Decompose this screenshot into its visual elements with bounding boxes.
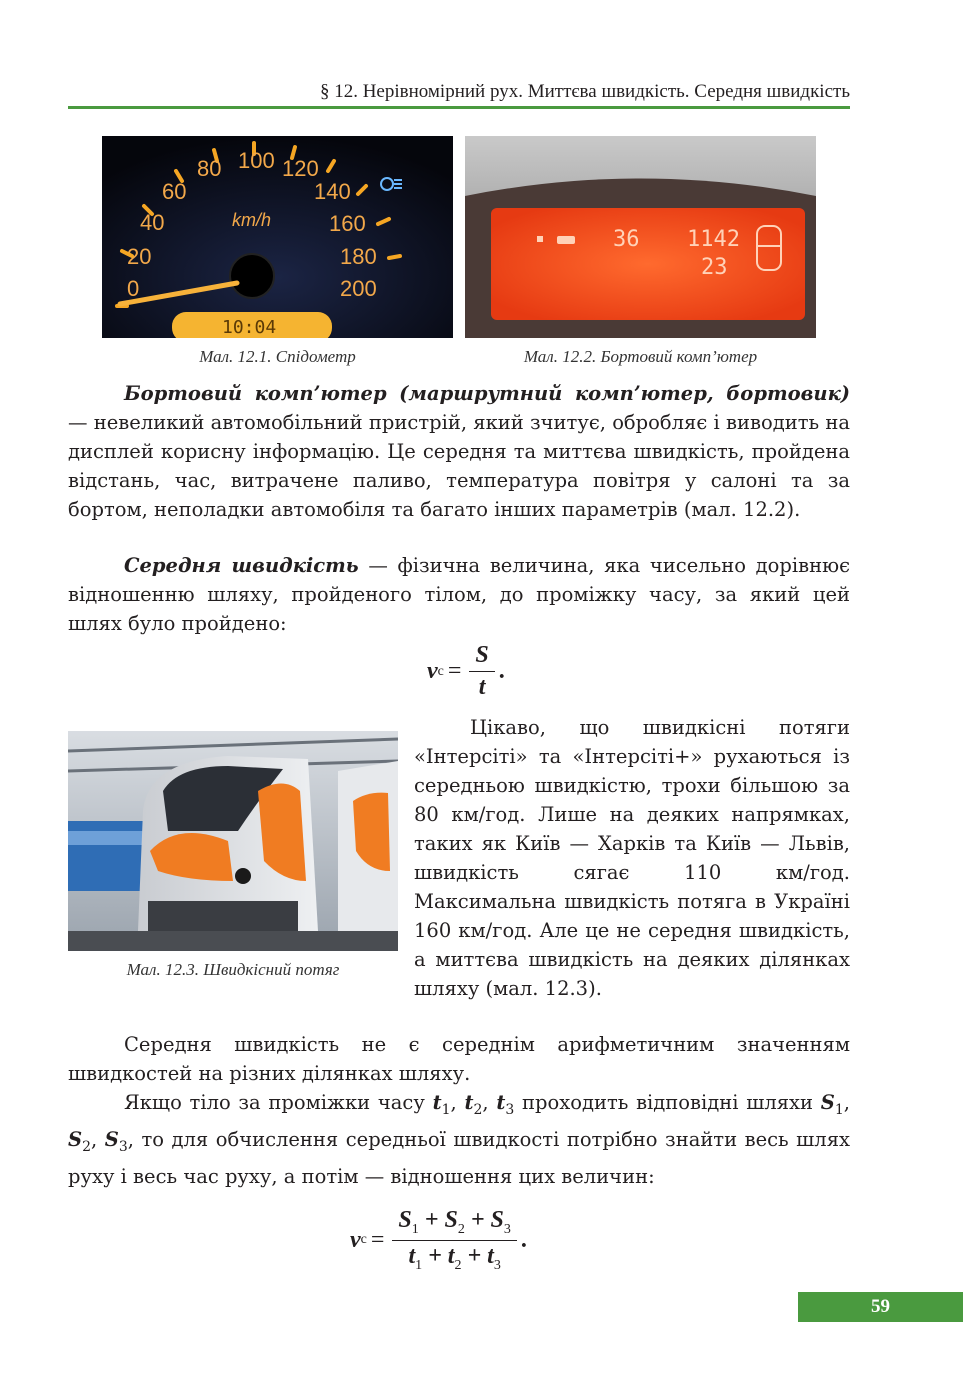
speed-mark-200: 200 bbox=[340, 276, 377, 301]
page-header bbox=[68, 80, 850, 109]
speed-mark-0: 0 bbox=[127, 276, 140, 301]
header-title: § 12. Нерівномірний рух. Миттєва швидкість. Середня швидкість bbox=[319, 81, 850, 102]
para2-text: — фізична величина, яка чисельно дорівнює відношенню шляху, пройденого тілом, до проміжку часу, за який цей шлях було пройдено: bbox=[68, 554, 850, 635]
speed-mark-100: 100 bbox=[238, 148, 275, 173]
paragraph-not-arithmetic-mean bbox=[68, 1030, 850, 1088]
speedometer-image bbox=[102, 136, 453, 338]
speed-mark-60: 60 bbox=[162, 179, 187, 204]
formula2-lhs: v bbox=[350, 1226, 361, 1253]
speed-mark-120: 120 bbox=[282, 156, 319, 181]
page-number: 59 bbox=[798, 1292, 963, 1322]
onboard-computer-image bbox=[465, 136, 816, 338]
caption-fig-12-3: Мал. 12.3. Швидкісний потяг bbox=[126, 960, 340, 979]
speed-unit: km/h bbox=[232, 210, 272, 230]
term-average-speed: Середня швидкість bbox=[124, 554, 359, 577]
formula1-denominator: t bbox=[478, 674, 486, 700]
paragraph-segments: Якщо тіло за проміжки часу $t_1$, $t_2$, $t_3$ проходить відповідні шляхи $S_1$, $S_2$, $S_3$, то для обчислення середньої швидкості потрібно знайти весь шлях руху і весь час руху, а потім — відношення цих величин: bbox=[68, 1091, 850, 1188]
para5-part-a: Якщо тіло за проміжки часу bbox=[124, 1091, 433, 1114]
formula2-numerator: $S_1 + S_2 + S_3$ bbox=[392, 1207, 516, 1241]
formula1-numerator: S bbox=[469, 642, 494, 672]
speed-mark-160: 160 bbox=[329, 211, 366, 236]
train-graphic bbox=[68, 731, 398, 951]
caption-fig-12-1: Мал. 12.1. Спідометр bbox=[199, 347, 356, 366]
formula-average-speed: v c = $\frac{S}{t}$ . bbox=[427, 642, 505, 700]
para5-part-c: , то для обчислення середньої швидкості потрібно знайти весь шлях руху і весь час руху, а потім — відношення цих величин: bbox=[68, 1127, 850, 1188]
train-image bbox=[68, 731, 398, 951]
para1-text: — невеликий автомобільний пристрій, який зчитує, обробляє і виводить на дисплей корисну інформацію. Це середня та миттєва швидкість, пройдена відстань, час, витрачене паливо, температура повітря у салоні та за бортом, неполадки автомобіля та багато інших параметрів (мал. 12.2). bbox=[68, 411, 850, 521]
onboard-computer-graphic bbox=[465, 136, 816, 338]
lcd-distance: 1142 bbox=[687, 227, 740, 252]
lcd-temperature: 23 bbox=[701, 255, 728, 280]
speed-mark-140: 140 bbox=[314, 179, 351, 204]
paragraph-onboard-computer bbox=[68, 379, 850, 524]
speed-mark-20: 20 bbox=[127, 244, 152, 269]
clock-display: 10:04 bbox=[222, 317, 277, 338]
para5-part-b: проходить відповідні шляхи bbox=[514, 1091, 821, 1114]
speed-mark-40: 40 bbox=[140, 210, 165, 235]
caption-fig-12-2: Мал. 12.2. Бортовий комп’ютер bbox=[523, 347, 758, 366]
formula2-denominator: $t_1 + t_2 + t_3$ bbox=[408, 1242, 501, 1273]
formula1-lhs-sub: c bbox=[437, 663, 444, 679]
speed-mark-80: 80 bbox=[197, 156, 222, 181]
term-onboard-computer: Бортовий комп’ютер (маршрутний комп’ютер, бортовик) bbox=[124, 382, 850, 405]
paragraph-average-speed bbox=[68, 551, 850, 638]
speedometer-graphic bbox=[102, 136, 453, 338]
para3-text: Цікаво, що швидкісні потяги «Інтерсіті» та «Інтерсіті+» рухаються із середньою швидкістю, трохи більшою за 80 км/год. Лише на деяких напрямках, таких як Київ — Харків та Київ — Львів, швидкість сягає 110 км/год. Максимальна швидкість потяга в Україні 160 км/год. Але це не середня швидкість, а миттєва швидкість на деяких ділянках шляху (мал. 12.3). bbox=[414, 716, 850, 1000]
formula2-lhs-sub: c bbox=[360, 1232, 367, 1248]
formula1-lhs: v bbox=[427, 658, 438, 684]
lcd-speed: 36 bbox=[613, 227, 640, 252]
para4-text: Середня швидкість не є середнім арифметичним значенням швидкостей на різних ділянках шляху. bbox=[68, 1033, 850, 1085]
paragraph-intercity bbox=[414, 713, 850, 1003]
formula-average-speed-segments: v c = $\frac{S_1 + S_2 + S_3}{t_1 + t_2 + t_3}$ . bbox=[350, 1207, 527, 1273]
speed-mark-180: 180 bbox=[340, 244, 377, 269]
